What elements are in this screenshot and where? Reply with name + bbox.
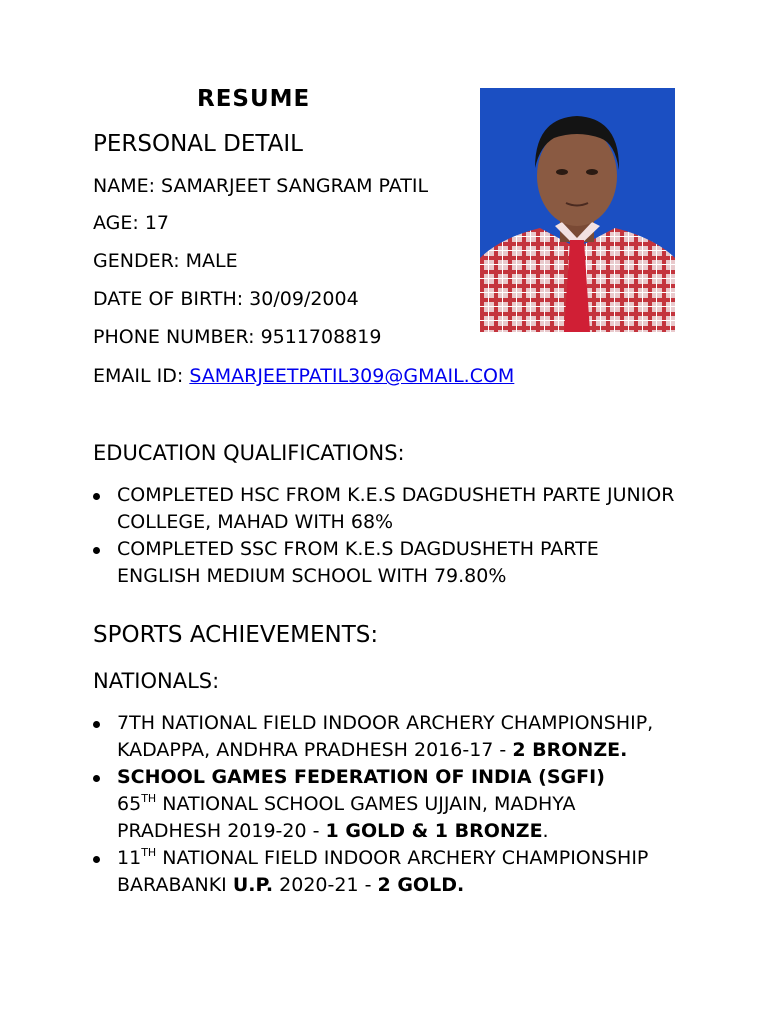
list-item: COMPLETED SSC FROM K.E.S DAGDUSHETH PARTE ENGLISH MEDIUM SCHOOL WITH 79.80% [93,536,683,590]
bullet-icon [93,775,100,782]
phone-field: PHONE NUMBER: 9511708819 [93,326,382,348]
education-list [93,482,683,590]
education-heading: EDUCATION QUALIFICATIONS: [93,441,405,465]
nationals-list [93,710,683,899]
age-field: AGE: 17 [93,212,170,234]
personal-detail-heading: PERSONAL DETAIL [93,131,303,157]
list-item: 11TH NATIONAL FIELD INDOOR ARCHERY CHAMPIONSHIP BARABANKI U.P. 2020-21 - 2 GOLD. [93,845,683,899]
email-label: EMAIL ID: [93,365,190,387]
name-field: NAME: SAMARJEET SANGRAM PATIL [93,175,429,197]
nationals-heading: NATIONALS: [93,669,220,693]
list-item: SCHOOL GAMES FEDERATION OF INDIA (SGFI) 65TH NATIONAL SCHOOL GAMES UJJAIN, MADHYA PRADHESH 2019-20 - 1 GOLD & 1 BRONZE. [93,764,683,845]
resume-title: RESUME [197,86,311,112]
email-field [93,365,514,387]
bullet-icon [93,721,100,728]
profile-photo [480,88,675,332]
bullet-icon [93,493,100,500]
email-link[interactable]: SAMARJEETPATIL309@GMAIL.COM [189,365,515,387]
list-item: 7TH NATIONAL FIELD INDOOR ARCHERY CHAMPIONSHIP, KADAPPA, ANDHRA PRADHESH 2016-17 - 2 BRONZE. [93,710,683,764]
gender-field: GENDER: MALE [93,250,238,272]
sports-heading: SPORTS ACHIEVEMENTS: [93,622,379,648]
list-item: COMPLETED HSC FROM K.E.S DAGDUSHETH PARTE JUNIOR COLLEGE, MAHAD WITH 68% [93,482,683,536]
bullet-icon [93,547,100,554]
dob-field: DATE OF BIRTH: 30/09/2004 [93,288,359,310]
bullet-icon [93,856,100,863]
